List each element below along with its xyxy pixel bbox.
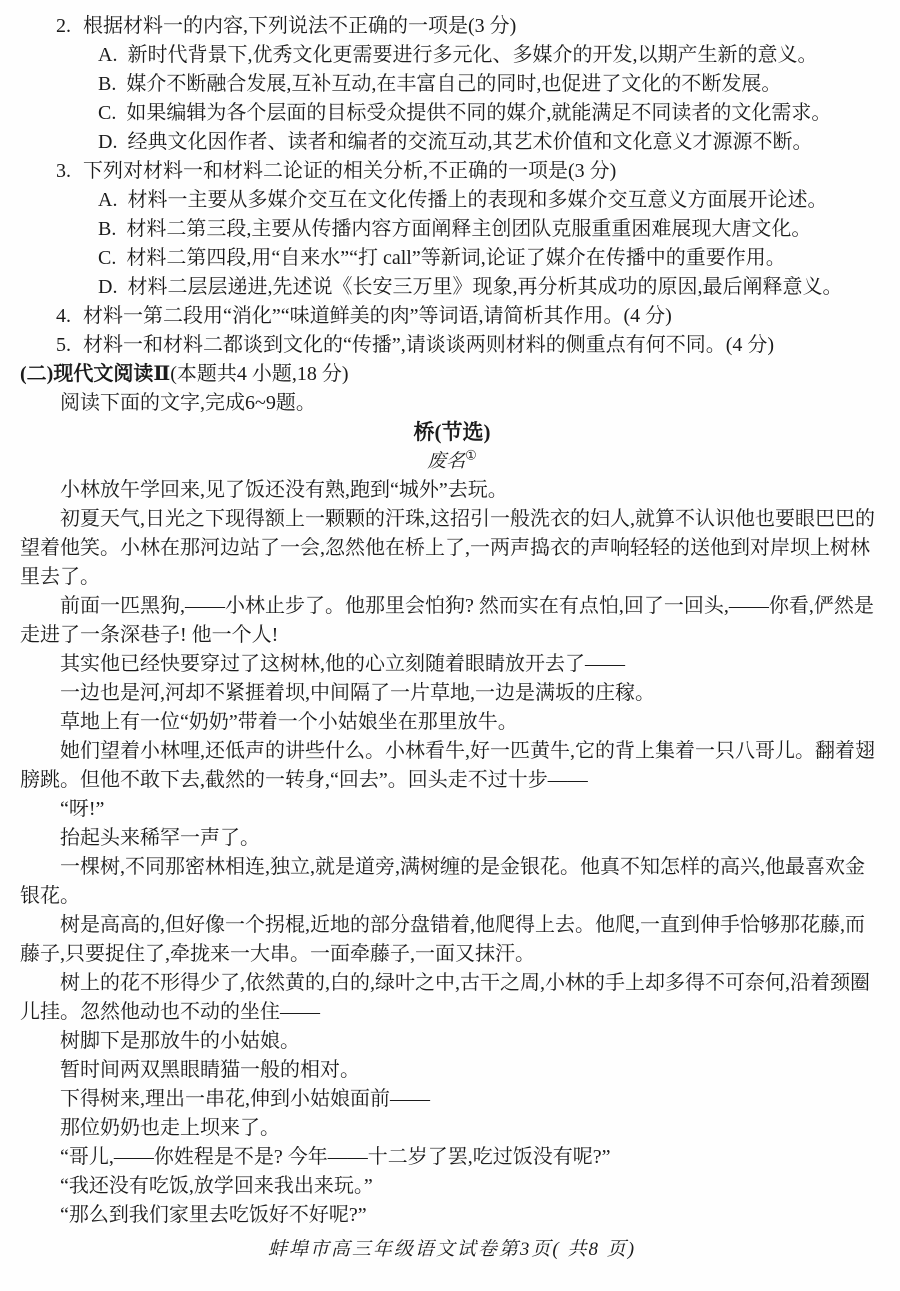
option-label: C.	[98, 247, 117, 269]
passage-paragraph: “呀!”	[60, 798, 105, 820]
passage-paragraph: 初夏天气,日光之下现得额上一颗颗的汗珠,这招引一般洗衣的妇人,就算不认识他也要眼巴巴的望着他笑。小林在那河边站了一会,忽然他在桥上了,一两声捣衣的声响轻轻的送他到对岸坝上树林里去了。	[20, 508, 875, 588]
passage-paragraph: “那么到我们家里去吃饭好不好呢?”	[60, 1204, 367, 1226]
passage-paragraph: 前面一匹黑狗,——小林止步了。他那里会怕狗? 然而实在有点怕,回了一回头,——你看,俨然是走进了一条深巷子! 他一个人!	[20, 595, 874, 646]
question-3-option-a	[20, 186, 884, 215]
question-5	[20, 331, 884, 360]
question-3	[20, 157, 884, 186]
option-label: C.	[98, 102, 117, 124]
passage-paragraph: 暂时间两双黑眼睛猫一般的相对。	[60, 1059, 360, 1081]
question-2-option-b	[20, 70, 884, 99]
question-2-option-a	[20, 41, 884, 70]
question-2-stem: 根据材料一的内容,下列说法不正确的一项是(3 分)	[83, 15, 517, 37]
passage-paragraph: 一棵树,不同那密林相连,独立,就是道旁,满树缠的是金银花。他真不知怎样的高兴,他最喜欢金银花。	[20, 856, 865, 907]
question-2-number: 2.	[56, 15, 71, 37]
passage-paragraph: 那位奶奶也走上坝来了。	[60, 1117, 280, 1139]
question-3-number: 3.	[56, 160, 71, 182]
section-title: (二)现代文阅读Ⅱ	[20, 363, 171, 385]
passage-author-line	[20, 447, 884, 476]
question-3-option-b	[20, 215, 884, 244]
option-text: 新时代背景下,优秀文化更需要进行多元化、多媒介的开发,以期产生新的意义。	[127, 44, 818, 66]
option-label: A.	[98, 189, 118, 211]
question-3-stem: 下列对材料一和材料二论证的相关分析,不正确的一项是(3 分)	[83, 160, 617, 182]
question-3-option-c	[20, 244, 884, 273]
passage-paragraph: 下得树来,理出一串花,伸到小姑娘面前——	[60, 1088, 430, 1110]
page-footer: 蚌埠市高三年级语文试卷第3页( 共8 页)	[267, 1239, 637, 1260]
question-2	[20, 12, 884, 41]
option-text: 经典文化因作者、读者和编者的交流互动,其艺术价值和文化意义才源源不断。	[127, 131, 813, 153]
option-label: D.	[98, 131, 118, 153]
question-5-number: 5.	[56, 334, 71, 356]
option-text: 材料一主要从多媒介交互在文化传播上的表现和多媒介交互意义方面展开论述。	[127, 189, 828, 211]
passage-author: 废名	[427, 451, 466, 472]
section-meta: (本题共4 小题,18 分)	[170, 363, 349, 385]
passage-paragraph: 一边也是河,河却不紧捱着坝,中间隔了一片草地,一边是满坂的庄稼。	[60, 682, 655, 704]
passage-paragraph: 树是高高的,但好像一个拐棍,近地的部分盘错着,他爬得上去。他爬,一直到伸手恰够那花藤,而藤子,只要捉住了,牵拢来一大串。一面牵藤子,一面又抹汗。	[20, 914, 865, 965]
question-4-number: 4.	[56, 305, 71, 327]
option-text: 材料二第三段,主要从传播内容方面阐释主创团队克服重重困难展现大唐文化。	[126, 218, 812, 240]
option-label: B.	[98, 73, 117, 95]
footnote-mark: ①	[465, 447, 477, 463]
passage-paragraph: 树脚下是那放牛的小姑娘。	[60, 1030, 300, 1052]
passage-paragraph: “我还没有吃饭,放学回来我出来玩。”	[60, 1175, 373, 1197]
question-2-option-c	[20, 99, 884, 128]
option-text: 材料二第四段,用“自来水”“打 call”等新词,论证了媒介在传播中的重要作用。	[126, 247, 786, 269]
passage-paragraph: 草地上有一位“奶奶”带着一个小姑娘坐在那里放牛。	[60, 711, 518, 733]
option-label: A.	[98, 44, 118, 66]
option-label: B.	[98, 218, 117, 240]
passage-title: 桥(节选)	[413, 420, 491, 444]
question-2-option-d	[20, 128, 884, 157]
passage-paragraph: 她们望着小林哩,还低声的讲些什么。小林看牛,好一匹黄牛,它的背上集着一只八哥儿。翻着翅膀跳。但他不敢下去,截然的一转身,“回去”。回头走不过十步——	[20, 740, 875, 791]
passage-paragraph: “哥儿,——你姓程是不是? 今年——十二岁了罢,吃过饭没有呢?”	[60, 1146, 611, 1168]
option-text: 材料二层层递进,先述说《长安三万里》现象,再分析其成功的原因,最后阐释意义。	[127, 276, 843, 298]
passage-paragraph: 其实他已经快要穿过了这树林,他的心立刻随着眼睛放开去了——	[60, 653, 625, 675]
question-3-option-d	[20, 273, 884, 302]
question-5-stem: 材料一和材料二都谈到文化的“传播”,请谈谈两则材料的侧重点有何不同。(4 分)	[83, 334, 775, 356]
passage-paragraph: 小林放午学回来,见了饭还没有熟,跑到“城外”去玩。	[60, 479, 508, 501]
passage-paragraph: 抬起头来稀罕一声了。	[60, 827, 260, 849]
question-4-stem: 材料一第二段用“消化”“味道鲜美的肉”等词语,请简析其作用。(4 分)	[83, 305, 672, 327]
option-text: 如果编辑为各个层面的目标受众提供不同的媒介,就能满足不同读者的文化需求。	[126, 102, 832, 124]
option-text: 媒介不断融合发展,互补互动,在丰富自己的同时,也促进了文化的不断发展。	[126, 73, 782, 95]
passage-paragraph: 树上的花不形得少了,依然黄的,白的,绿叶之中,古干之周,小林的手上却多得不可奈何,沿着颈圈儿挂。忽然他动也不动的坐住——	[20, 972, 870, 1023]
section-header	[20, 360, 884, 389]
section-instruction: 阅读下面的文字,完成6~9题。	[60, 392, 316, 414]
option-label: D.	[98, 276, 118, 298]
question-4	[20, 302, 884, 331]
